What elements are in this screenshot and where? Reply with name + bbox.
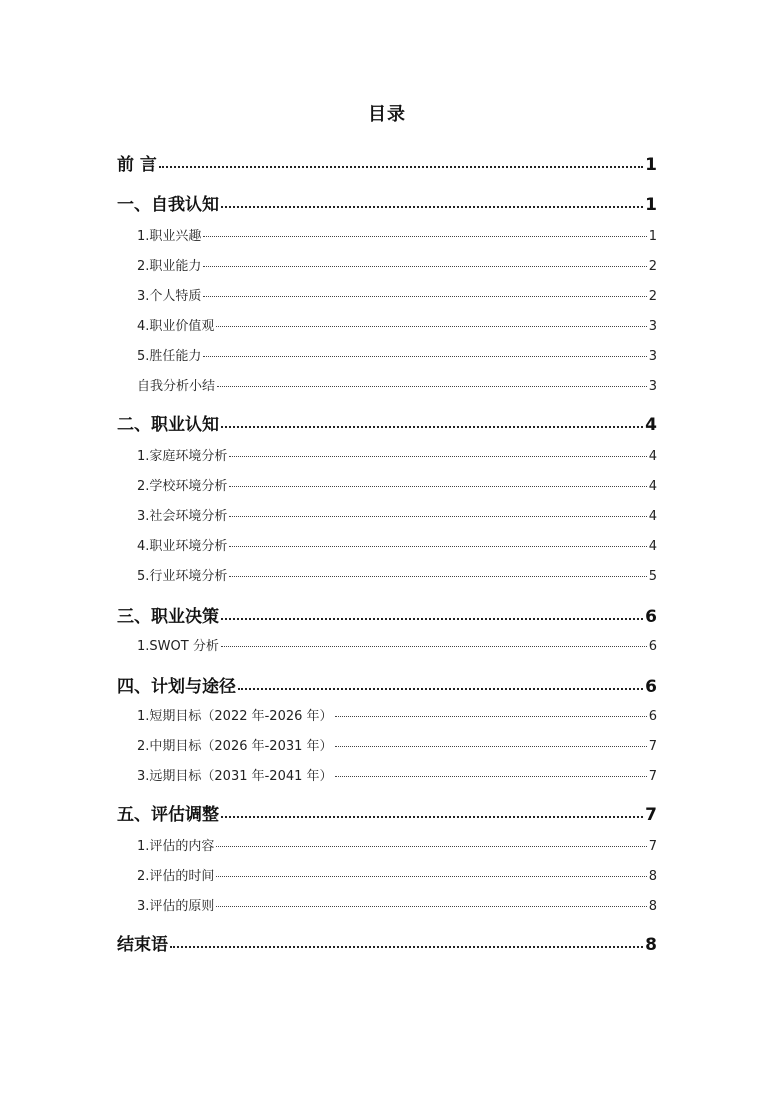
toc-subentry[interactable] <box>137 225 657 244</box>
toc-subentry[interactable] <box>137 895 657 914</box>
dot-leader <box>203 257 646 270</box>
dot-leader <box>335 737 647 750</box>
toc-subentry[interactable] <box>137 835 657 854</box>
dot-leader <box>217 377 647 390</box>
toc-page-number: 8 <box>648 899 657 914</box>
dot-leader <box>170 933 643 950</box>
toc-page-number: 7 <box>648 839 657 854</box>
toc-subentry[interactable] <box>137 565 657 584</box>
toc-subentry[interactable] <box>137 285 657 304</box>
dot-leader <box>159 153 643 170</box>
toc-page-number: 3 <box>648 319 657 334</box>
toc-entry-label: 1.SWOT 分析 <box>137 639 219 654</box>
toc-subentry[interactable] <box>137 445 657 464</box>
toc-entry-label: 2.评估的时间 <box>137 869 215 884</box>
toc-entry-conclusion[interactable] <box>117 930 657 955</box>
toc-page-number: 1 <box>645 155 657 175</box>
toc-entry-label: 一、自我认知 <box>117 195 219 215</box>
dot-leader <box>221 605 643 622</box>
toc-subentry[interactable] <box>137 765 657 784</box>
toc-entry-label: 前 言 <box>117 155 157 175</box>
toc-subentry[interactable] <box>137 735 657 754</box>
dot-leader <box>203 347 646 360</box>
toc-page-number: 6 <box>648 639 657 654</box>
dot-leader <box>203 287 646 300</box>
dot-leader <box>221 637 647 650</box>
dot-leader <box>229 477 646 490</box>
dot-leader <box>216 897 646 910</box>
toc-page-number: 2 <box>648 259 657 274</box>
toc-entry-career-decision[interactable] <box>117 602 657 627</box>
toc-subentry[interactable] <box>137 475 657 494</box>
toc-entry-label: 结束语 <box>117 935 168 955</box>
dot-leader <box>335 707 647 720</box>
dot-leader <box>221 413 643 430</box>
toc-entry-evaluation[interactable] <box>117 800 657 825</box>
dot-leader <box>229 567 646 580</box>
toc-entry-label: 4.职业价值观 <box>137 319 215 334</box>
toc-entry-label: 1.家庭环境分析 <box>137 449 228 464</box>
toc-entry-label: 2.学校环境分析 <box>137 479 228 494</box>
toc-entry-label: 1.职业兴趣 <box>137 229 202 244</box>
toc-entry-self-awareness[interactable] <box>117 190 657 215</box>
toc-entry-label: 3.社会环境分析 <box>137 509 228 524</box>
toc-title: 目录 <box>368 104 406 125</box>
toc-entry-label: 2.职业能力 <box>137 259 202 274</box>
dot-leader <box>221 803 643 820</box>
toc-entry-label: 2.中期目标（2026 年-2031 年） <box>137 739 333 754</box>
toc-subentry[interactable] <box>137 255 657 274</box>
toc-entry-plan-and-path[interactable] <box>117 672 657 697</box>
dot-leader <box>335 767 647 780</box>
toc-entry-label: 3.远期目标（2031 年-2041 年） <box>137 769 333 784</box>
toc-page-number: 7 <box>648 739 657 754</box>
toc-entry-career-awareness[interactable] <box>117 410 657 435</box>
toc-entry-label: 四、计划与途径 <box>117 677 236 697</box>
toc-subentry[interactable] <box>137 345 657 364</box>
toc-subentry[interactable] <box>137 635 657 654</box>
toc-subentry[interactable] <box>137 865 657 884</box>
toc-page-number: 7 <box>648 769 657 784</box>
toc-page-number: 8 <box>648 869 657 884</box>
dot-leader <box>229 537 646 550</box>
dot-leader <box>229 507 646 520</box>
toc-page-number: 6 <box>645 677 657 697</box>
toc-page-number: 1 <box>648 229 657 244</box>
toc-page-number: 6 <box>648 709 657 724</box>
toc-page-number: 5 <box>648 569 657 584</box>
dot-leader <box>203 227 646 240</box>
toc-page-number: 3 <box>648 379 657 394</box>
toc-entry-label: 1.评估的内容 <box>137 839 215 854</box>
toc-page-number: 4 <box>648 479 657 494</box>
dot-leader <box>216 317 646 330</box>
toc-subentry[interactable] <box>137 705 657 724</box>
toc-entry-label: 4.职业环境分析 <box>137 539 228 554</box>
dot-leader <box>238 675 643 692</box>
toc-subentry[interactable] <box>137 375 657 394</box>
toc-page-number: 4 <box>645 415 657 435</box>
toc-page-number: 4 <box>648 539 657 554</box>
dot-leader <box>221 193 643 210</box>
dot-leader <box>216 837 646 850</box>
toc-page-number: 1 <box>645 195 657 215</box>
toc-entry-label: 5.胜任能力 <box>137 349 202 364</box>
toc-page-number: 8 <box>645 935 657 955</box>
toc-page-number: 3 <box>648 349 657 364</box>
toc-subentry[interactable] <box>137 315 657 334</box>
toc-page-number: 4 <box>648 449 657 464</box>
toc-entry-label: 五、评估调整 <box>117 805 219 825</box>
toc-subentry[interactable] <box>137 535 657 554</box>
toc-entry-preface[interactable] <box>117 150 657 175</box>
toc-entry-label: 5.行业环境分析 <box>137 569 228 584</box>
toc-entry-label: 三、职业决策 <box>117 607 219 627</box>
dot-leader <box>229 447 646 460</box>
toc-page-number: 6 <box>645 607 657 627</box>
toc-entry-label: 3.个人特质 <box>137 289 202 304</box>
toc-entry-label: 二、职业认知 <box>117 415 219 435</box>
toc-page-number: 7 <box>645 805 657 825</box>
toc-entry-label: 1.短期目标（2022 年-2026 年） <box>137 709 333 724</box>
toc-page-number: 2 <box>648 289 657 304</box>
toc-page-number: 4 <box>648 509 657 524</box>
toc-entry-label: 自我分析小结 <box>137 379 216 394</box>
toc-subentry[interactable] <box>137 505 657 524</box>
dot-leader <box>216 867 646 880</box>
toc-entry-label: 3.评估的原则 <box>137 899 215 914</box>
